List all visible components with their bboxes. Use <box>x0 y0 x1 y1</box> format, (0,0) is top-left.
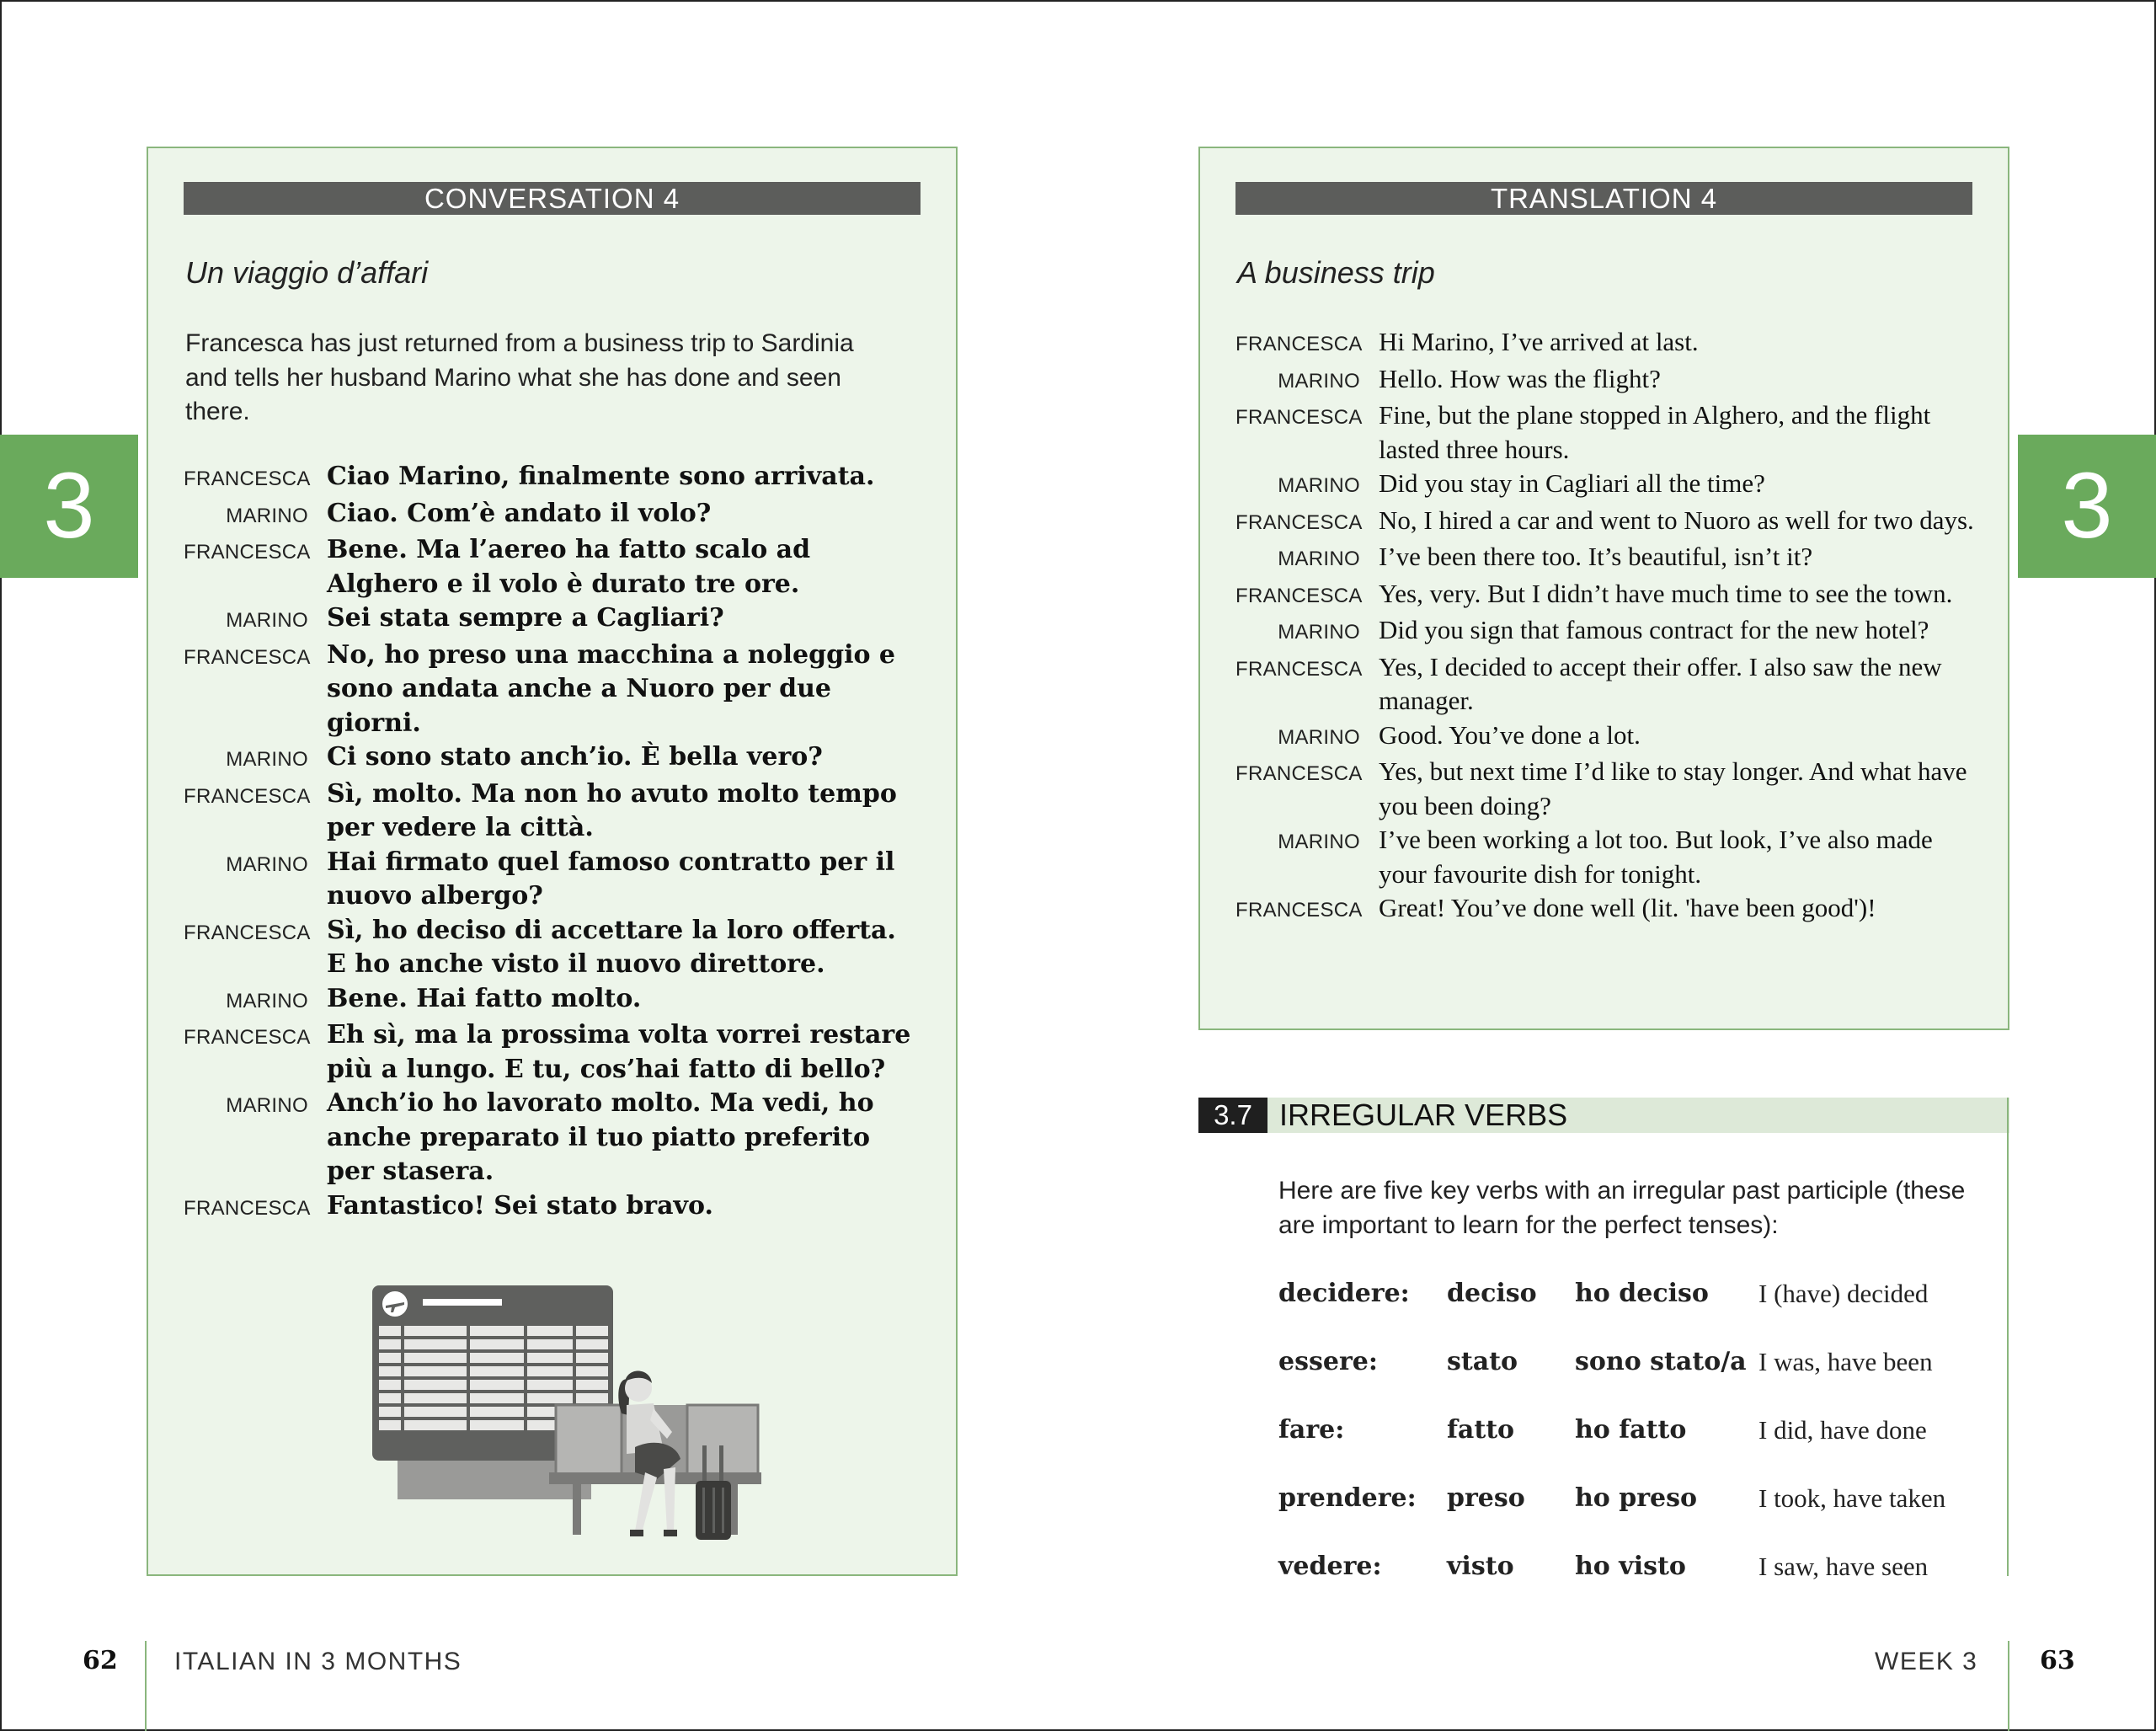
dialogue-line <box>184 1087 916 1189</box>
line-text: I’ve been there too. It’s beautiful, isn’t it? <box>1379 542 1813 571</box>
speaker: MARINO <box>226 748 308 771</box>
verb-infinitive: fare: <box>1278 1415 1345 1445</box>
airport-illustration <box>367 1282 763 1552</box>
verb-infinitive: essere: <box>1278 1347 1378 1376</box>
verb-infinitive: vedere: <box>1278 1552 1382 1581</box>
speaker: FRANCESCA <box>1235 762 1363 785</box>
conversation-intro: Francesca has just returned from a business trip to Sardinia and tells her husband Marino what she has done and seen there. <box>185 329 854 425</box>
speaker: MARINO <box>226 504 308 527</box>
verb-participle: visto <box>1447 1552 1514 1581</box>
dialogue-line <box>184 1189 916 1226</box>
speaker: MARINO <box>226 1094 308 1117</box>
page-number-right: 63 <box>2040 1646 2075 1675</box>
verb-translation: I took, have taken <box>1758 1483 1946 1513</box>
speaker: MARINO <box>1278 474 1360 497</box>
speaker: FRANCESCA <box>184 645 311 669</box>
verb-perfect: ho deciso <box>1575 1279 1709 1308</box>
verb-participle: fatto <box>1447 1415 1515 1445</box>
line-text: No, I hired a car and went to Nuoro as well for two days. <box>1379 505 1974 535</box>
dialogue-line <box>1235 504 1985 541</box>
line-text: No, ho preso una macchina a noleggio e sono andata anche a Nuoro per due giorni. <box>327 639 895 738</box>
line-text: Bene. Hai fatto molto. <box>327 983 642 1013</box>
dialogue-line <box>1235 891 1985 928</box>
conversation-header: CONVERSATION 4 <box>184 182 921 215</box>
translation-box <box>1198 147 2009 1030</box>
dialogue-line <box>184 460 916 497</box>
speaker: FRANCESCA <box>1235 899 1363 922</box>
conversation-title: Un viaggio d’affari <box>185 255 429 290</box>
line-text: I’ve been working a lot too. But look, I’ve also made your favourite dish for tonight. <box>1379 825 1933 889</box>
dialogue-line <box>184 638 916 741</box>
dialogue-line <box>1235 613 1985 650</box>
dialogue-line <box>1235 362 1985 399</box>
line-text: Ciao Marino, finalmente sono arrivata. <box>327 462 875 491</box>
speaker: MARINO <box>226 852 308 876</box>
dialogue-line <box>184 497 916 534</box>
translation-title: A business trip <box>1237 255 1435 290</box>
dialogue-line <box>1235 540 1985 577</box>
footer-rule-left <box>145 1641 147 1731</box>
dialogue-line <box>184 846 916 914</box>
speaker: FRANCESCA <box>184 467 311 490</box>
speaker: MARINO <box>226 609 308 632</box>
speaker: FRANCESCA <box>1235 584 1363 607</box>
translation-dialogue <box>1235 325 1985 928</box>
line-text: Anch’io ho lavorato molto. Ma vedi, ho anche preparato il tuo piatto preferito per stasera. <box>327 1088 874 1186</box>
line-text: Great! You’ve done well (lit. 'have been good')! <box>1379 893 1876 922</box>
dialogue-line <box>1235 719 1985 756</box>
line-text: Yes, I decided to accept their offer. I also saw the new manager. <box>1379 651 1942 715</box>
dialogue-line <box>1235 325 1985 362</box>
dialogue-line <box>184 982 916 1019</box>
verb-translation: I saw, have seen <box>1758 1552 1929 1581</box>
page-number-left: 62 <box>83 1646 118 1675</box>
speaker: FRANCESCA <box>184 784 311 808</box>
dialogue-line <box>184 914 916 982</box>
line-text: Good. You’ve done a lot. <box>1379 719 1641 750</box>
dialogue-line <box>1235 577 1985 614</box>
verb-infinitive: prendere: <box>1278 1483 1417 1513</box>
line-text: Hai firmato quel famoso contratto per il nuovo albergo? <box>327 847 895 911</box>
speaker: MARINO <box>226 989 308 1012</box>
section-heading <box>1198 1098 2009 1133</box>
speaker: FRANCESCA <box>1235 333 1363 355</box>
line-text: Hi Marino, I’ve arrived at last. <box>1379 327 1699 356</box>
dialogue-line <box>1235 398 1985 467</box>
speaker: FRANCESCA <box>1235 406 1363 429</box>
section-number: 3.7 <box>1198 1098 1267 1133</box>
dialogue-line <box>1235 650 1985 719</box>
verb-perfect: sono stato/a <box>1575 1347 1747 1376</box>
line-text: Ciao. Com’è andato il volo? <box>327 498 712 528</box>
line-text: Sì, ho deciso di accettare la loro offerta. E ho anche visto il nuovo direttore. <box>327 915 896 979</box>
speaker: FRANCESCA <box>184 1026 311 1049</box>
dialogue-line <box>1235 755 1985 823</box>
conversation-dialogue <box>184 460 916 1226</box>
dialogue-line <box>184 533 916 601</box>
verb-participle: preso <box>1447 1483 1525 1513</box>
line-text: Ci sono stato anch’io. È bella vero? <box>327 742 823 772</box>
section-intro: Here are five key verbs with an irregular past participle (these are important to learn for the perfect tenses): <box>1278 1177 1966 1239</box>
line-text: Sì, molto. Ma non ho avuto molto tempo per vedere la città. <box>327 778 897 842</box>
line-text: Fine, but the plane stopped in Alghero, and the flight lasted three hours. <box>1379 400 1931 464</box>
dialogue-line <box>1235 467 1985 504</box>
speaker: MARINO <box>1278 548 1360 570</box>
chapter-tab-right: 3 <box>2018 435 2156 578</box>
verb-translation: I did, have done <box>1758 1415 1927 1445</box>
speaker: FRANCESCA <box>184 921 311 944</box>
verb-participle: stato <box>1447 1347 1518 1376</box>
verb-perfect: ho visto <box>1575 1552 1686 1581</box>
speaker: FRANCESCA <box>184 1196 311 1220</box>
section-title: IRREGULAR VERBS <box>1279 1098 1568 1132</box>
line-text: Sei stata sempre a Cagliari? <box>327 603 724 633</box>
dialogue-line <box>1235 823 1985 891</box>
footer-rule-right <box>2008 1641 2009 1731</box>
line-text: Did you stay in Cagliari all the time? <box>1379 468 1765 498</box>
translation-header: TRANSLATION 4 <box>1235 182 1972 215</box>
verb-perfect: ho preso <box>1575 1483 1698 1513</box>
dialogue-line <box>184 777 916 846</box>
running-title-left: ITALIAN IN 3 MONTHS <box>174 1648 462 1675</box>
verb-translation: I (have) decided <box>1758 1279 1929 1308</box>
running-title-right: WEEK 3 <box>1875 1648 1978 1675</box>
verb-infinitive: decidere: <box>1278 1279 1410 1308</box>
verb-participle: deciso <box>1447 1279 1537 1308</box>
line-text: Fantastico! Sei stato bravo. <box>327 1190 713 1221</box>
line-text: Eh sì, ma la prossima volta vorrei restare più a lungo. E tu, cos’hai fatto di bello? <box>327 1020 911 1084</box>
speaker: FRANCESCA <box>1235 657 1363 681</box>
speaker: MARINO <box>1278 369 1360 393</box>
dialogue-line <box>184 1018 916 1087</box>
section-rule <box>2007 1098 2009 1576</box>
line-text: Did you sign that famous contract for the new hotel? <box>1379 615 1929 644</box>
dialogue-line <box>184 740 916 777</box>
speaker: MARINO <box>1278 621 1360 644</box>
line-text: Yes, very. But I didn’t have much time to see the town. <box>1379 578 1953 608</box>
speaker: MARINO <box>1278 725 1360 749</box>
verb-perfect: ho fatto <box>1575 1415 1687 1445</box>
line-text: Hello. How was the flight? <box>1379 363 1661 393</box>
speaker: FRANCESCA <box>184 541 311 564</box>
chapter-tab-left: 3 <box>0 435 138 578</box>
dialogue-line <box>184 601 916 638</box>
verb-translation: I was, have been <box>1758 1347 1933 1376</box>
speaker: MARINO <box>1278 831 1360 853</box>
line-text: Yes, but next time I’d like to stay longer. And what have you been doing? <box>1379 756 1967 820</box>
speaker: FRANCESCA <box>1235 510 1363 534</box>
line-text: Bene. Ma l’aereo ha fatto scalo ad Alghero e il volo è durato tre ore. <box>327 535 811 599</box>
